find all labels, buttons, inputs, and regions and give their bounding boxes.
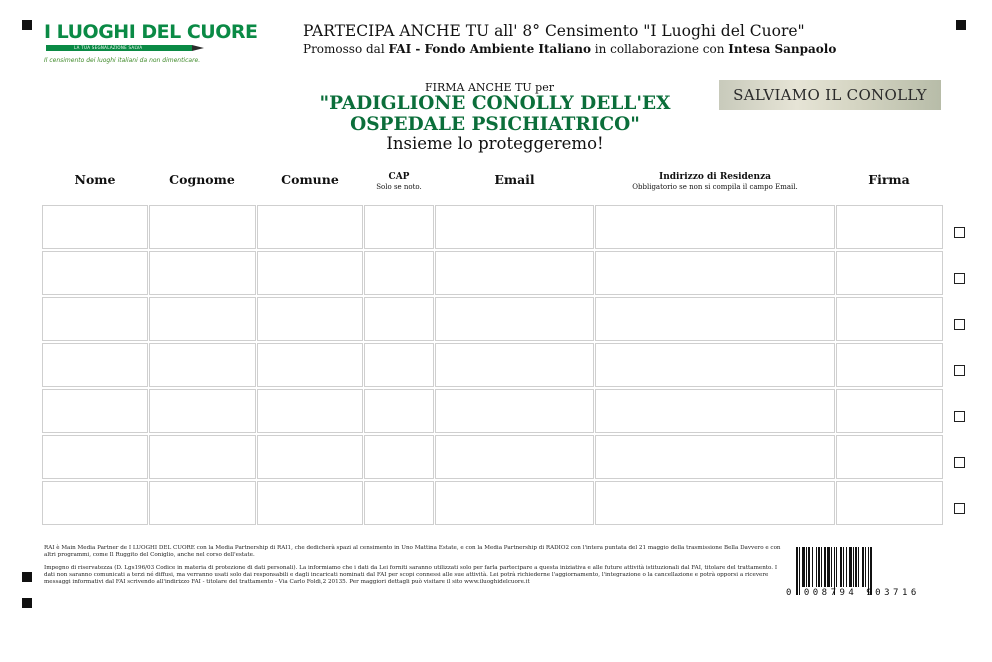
barcode-bar: [865, 547, 866, 587]
cell-indirizzo[interactable]: [595, 205, 835, 249]
barcode-bar: [827, 547, 830, 587]
registration-mark-top-left: [22, 20, 32, 30]
cell-comune[interactable]: [257, 297, 363, 341]
registration-mark-top-right: [956, 20, 966, 30]
logo-tagline: Il censimento dei luoghi italiani da non dimenticare.: [44, 57, 201, 64]
cell-comune[interactable]: [257, 389, 363, 433]
cell-email[interactable]: [435, 343, 594, 387]
barcode-bar: [849, 547, 852, 587]
barcode-digits: 0 008794 903716: [786, 588, 920, 598]
cell-cognome[interactable]: [149, 251, 256, 295]
cell-cognome[interactable]: [149, 435, 256, 479]
luoghi-del-cuore-logo: [44, 21, 258, 70]
barcode-bar: [821, 547, 822, 587]
column-header-cognome: Cognome: [169, 172, 235, 187]
registration-mark-bottom-left-2: [22, 598, 32, 608]
column-header-indirizzo: Indirizzo di Residenza Obbligatorio se non si compila il campo Email.: [595, 172, 835, 191]
consent-checkbox[interactable]: [954, 503, 965, 514]
cell-cap[interactable]: [364, 297, 434, 341]
indirizzo-note: Obbligatorio se non si compila il campo Email.: [632, 183, 798, 191]
protect-slogan: Insieme lo proteggeremo!: [386, 134, 604, 153]
barcode-bar: [862, 547, 864, 587]
cell-email[interactable]: [435, 389, 594, 433]
column-header-email: Email: [494, 172, 535, 187]
barcode-bar: [855, 547, 857, 587]
cell-comune[interactable]: [257, 251, 363, 295]
cell-email[interactable]: [435, 251, 594, 295]
cell-nome[interactable]: [42, 251, 148, 295]
pencil-text: LA TUA SEGNALAZIONE SALVA: [74, 45, 143, 50]
place-title: "PADIGLIONE CONOLLY DELL'EX OSPEDALE PSICHIATRICO": [319, 93, 671, 135]
barcode-bar: [812, 547, 813, 587]
cell-cap[interactable]: [364, 205, 434, 249]
cell-cap[interactable]: [364, 343, 434, 387]
cell-indirizzo[interactable]: [595, 343, 835, 387]
cell-firma[interactable]: [836, 389, 943, 433]
cell-firma[interactable]: [836, 343, 943, 387]
cell-firma[interactable]: [836, 435, 943, 479]
cell-email[interactable]: [435, 205, 594, 249]
column-header-cap: CAP Solo se noto.: [364, 172, 434, 191]
cell-cognome[interactable]: [149, 343, 256, 387]
barcode-bar: [816, 547, 817, 587]
cell-comune[interactable]: [257, 481, 363, 525]
barcode-bar: [853, 547, 854, 587]
cell-cognome[interactable]: [149, 205, 256, 249]
cell-cognome[interactable]: [149, 389, 256, 433]
cell-email[interactable]: [435, 435, 594, 479]
barcode-bar: [836, 547, 837, 587]
barcode-bar: [831, 547, 832, 587]
salviamo-banner: SALVIAMO IL CONOLLY: [719, 80, 941, 110]
barcode-bar: [808, 547, 810, 587]
cell-indirizzo[interactable]: [595, 481, 835, 525]
cell-cap[interactable]: [364, 481, 434, 525]
header-promoted-by: Promosso dal FAI - Fondo Ambiente Italiano in collaborazione con Intesa Sanpaolo: [303, 42, 837, 56]
barcode-bar: [824, 547, 826, 587]
cell-firma[interactable]: [836, 481, 943, 525]
logo-title: I LUOGHI DEL CUORE: [44, 21, 258, 43]
header-title: PARTECIPA ANCHE TU all' 8° Censimento "I Luoghi del Cuore": [303, 22, 805, 40]
cap-note: Solo se noto.: [376, 183, 422, 191]
cell-cap[interactable]: [364, 251, 434, 295]
cell-comune[interactable]: [257, 343, 363, 387]
column-header-nome: Nome: [74, 172, 116, 187]
column-header-firma: Firma: [868, 172, 910, 187]
consent-checkbox[interactable]: [954, 273, 965, 284]
barcode-bar: [802, 547, 805, 587]
cell-firma[interactable]: [836, 251, 943, 295]
cell-cap[interactable]: [364, 435, 434, 479]
firma-anche-tu: FIRMA ANCHE TU per: [425, 81, 554, 94]
cell-indirizzo[interactable]: [595, 251, 835, 295]
column-header-comune: Comune: [281, 172, 339, 187]
cell-indirizzo[interactable]: [595, 435, 835, 479]
cell-nome[interactable]: [42, 481, 148, 525]
cell-cap[interactable]: [364, 389, 434, 433]
cell-indirizzo[interactable]: [595, 297, 835, 341]
registration-mark-bottom-left-1: [22, 572, 32, 582]
cell-nome[interactable]: [42, 343, 148, 387]
cell-comune[interactable]: [257, 205, 363, 249]
consent-checkbox[interactable]: [954, 319, 965, 330]
cell-cognome[interactable]: [149, 481, 256, 525]
cell-nome[interactable]: [42, 389, 148, 433]
cell-indirizzo[interactable]: [595, 389, 835, 433]
cell-comune[interactable]: [257, 435, 363, 479]
cell-nome[interactable]: [42, 205, 148, 249]
barcode-bar: [846, 547, 847, 587]
cell-nome[interactable]: [42, 435, 148, 479]
media-partner-note: RAI è Main Media Partner de I LUOGHI DEL CUORE con la Media Partnership di RAI1, che dedicherà spazi al censimento in Uno Mattina Estate, e con la Media Partnership di RADIO2 con l'intera puntata del 21 maggio della trasmissione Bella Davvero e con altri programmi, come Il Ruggito del Coniglio, anche nel corso dell'estate.: [44, 545, 781, 558]
cell-nome[interactable]: [42, 297, 148, 341]
privacy-note: Impegno di riservatezza (D. Lgs196/03 Codice in materia di protezione di dati personali). La informiamo che i dati da Lei forniti saranno utilizzati solo per farla partecipare a questa iniziativa e alle future attività istituzionali dal FAI, titolare del trattamento. I dati non saranno comunicati a terzi né diffusi, ma verranno usati solo dai responsabili e dagli incaricati nominati dal FAI per scopi connessi alle sue attività. Lei potrà richiederne l'aggiornamento, l'integrazione o la cancellazione e potrà opporsi a ricevere messaggi informativi dal FAI scrivendo all'indirizzo FAI - titolare del trattamento - Via Carlo Foldi,2 20135. Per maggiori dettagli può visitare il sito www.iluoghidelcuore.it: [44, 565, 778, 585]
cell-cognome[interactable]: [149, 297, 256, 341]
barcode-bar: [840, 547, 842, 587]
barcode-bar: [818, 547, 820, 587]
consent-checkbox[interactable]: [954, 365, 965, 376]
barcode-bar: [806, 547, 807, 587]
cell-firma[interactable]: [836, 205, 943, 249]
consent-checkbox[interactable]: [954, 457, 965, 468]
consent-checkbox[interactable]: [954, 411, 965, 422]
consent-checkbox[interactable]: [954, 227, 965, 238]
barcode-bar: [843, 547, 844, 587]
cell-firma[interactable]: [836, 297, 943, 341]
cell-email[interactable]: [435, 481, 594, 525]
barcode-bar: [858, 547, 859, 587]
cell-email[interactable]: [435, 297, 594, 341]
